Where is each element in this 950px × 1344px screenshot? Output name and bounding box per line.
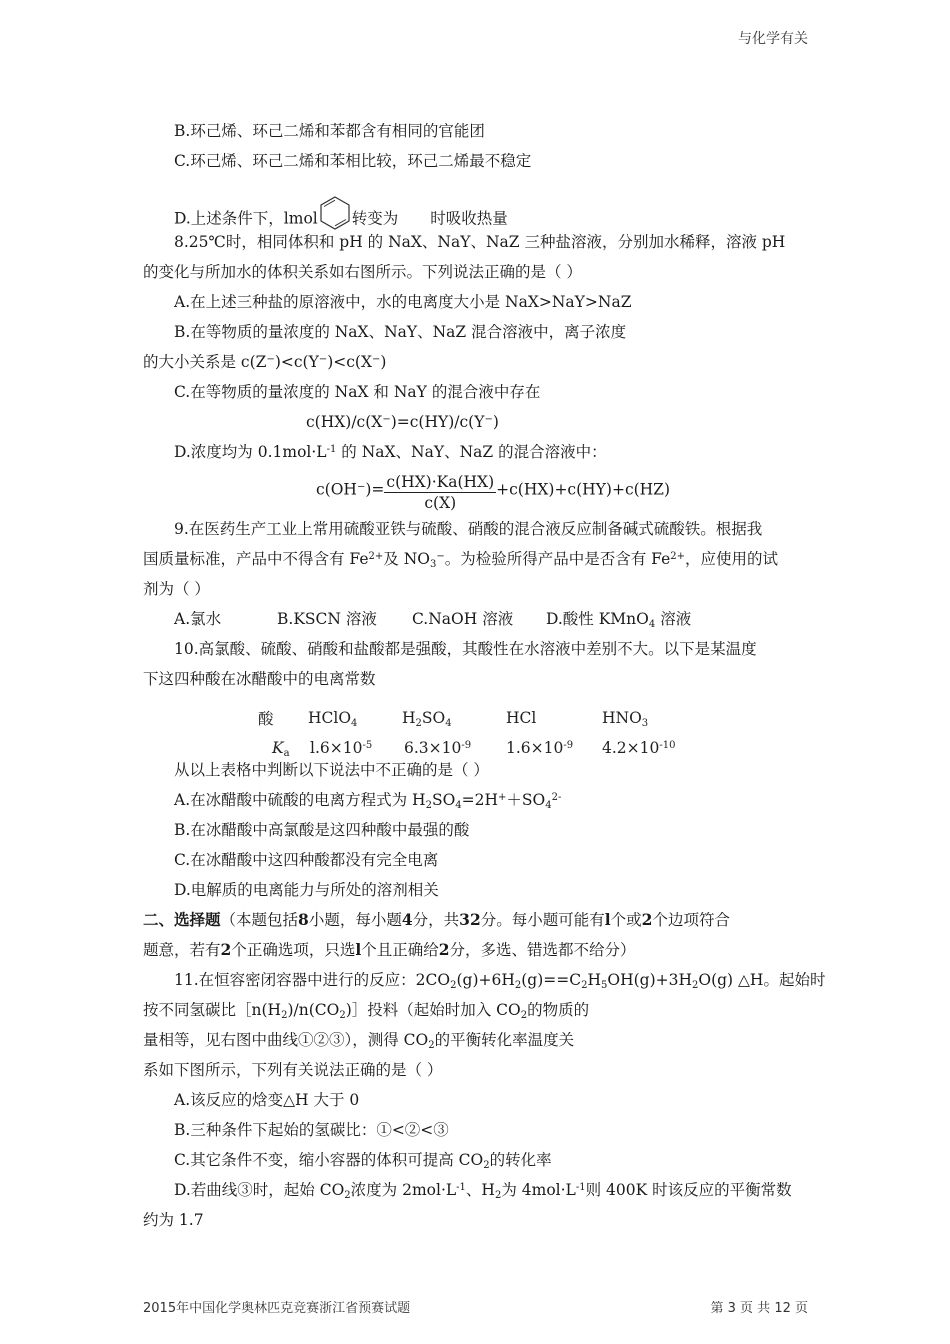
table-row: [258, 703, 682, 733]
acid-h2so4: $H_2SO_4$: [402, 709, 452, 729]
q10-option-b: B.在冰醋酸中高氯酸是这四种酸中最强的酸: [174, 821, 470, 839]
acid-hcl: HCl: [506, 709, 537, 727]
ka-value: $l.6\times 10^{-5}$: [310, 739, 373, 757]
q9-option-c: C.NaOH 溶液: [412, 610, 514, 628]
ka-label: $K_a$: [272, 739, 290, 759]
q8-option-b-line1: B.在等物质的量浓度的 NaX、NaY、NaZ 混合溶液中，离子浓度: [174, 323, 627, 341]
footer-title: 2015年中国化学奥林匹克竞赛浙江省预赛试题: [143, 1301, 411, 1316]
q10-option-d: D.电解质的电离能力与所处的溶剂相关: [174, 881, 439, 899]
q8-option-c-line1: C.在等物质的量浓度的 NaX 和 NaY 的混合液中存在: [174, 383, 541, 401]
section-2-instructions-line2: 题意，若有2个正确选项，只选l个且正确给2分，多选、错选都不给分）: [143, 940, 636, 959]
q8-option-c-formula: c(HX)/c(X−)=c(HY)/c(Y−): [306, 413, 499, 431]
q11-option-a: A.该反应的焓变△H 大于 0: [174, 1091, 360, 1109]
q11-option-c: C.其它条件不变，缩小容器的体积可提高 $CO_2$的转化率: [174, 1151, 552, 1171]
q9-option-d: D.酸性 KMnO$_4$ 溶液: [546, 610, 692, 630]
ka-value: $4.2\times 10^{-10}$: [602, 739, 676, 757]
benzene-ring-icon: [318, 194, 352, 237]
q11-stem-line4: 系如下图所示，下列有关说法正确的是（ ）: [143, 1061, 443, 1079]
q11-stem-line1: 11.在恒容密闭容器中进行的反应：$2CO_2(g)+6H_2(g)==C_2H_5OH(g)+3H_2O(g)$ △H。起始时: [174, 971, 826, 991]
q8-stem-line2: 的变化与所加水的体积关系如右图所示。下列说法正确的是（ ）: [143, 263, 582, 281]
q7-option-c: C.环己烯、环己二烯和苯相比较，环己二烯最不稳定: [174, 152, 532, 170]
page-header: 与化学有关: [738, 31, 808, 47]
q8-option-d-line1: D.浓度均为 $0.1mol\cdot L^{-1}$ 的 NaX、NaY、NaZ 的混合溶液中：: [174, 443, 607, 461]
section-2-instructions-line1: 二、选择题（本题包括8小题，每小题4分，共32分。每小题可能有l个或2个边项符合: [143, 910, 730, 929]
q8-option-d-formula: c(OH−)= $\frac{c(HX)\cdot Ka(HX)}{c(X)}$ +c(HX)+c(HY)+c(HZ): [316, 473, 671, 512]
q10-stem-line2: 下这四种酸在冰醋酸中的电离常数: [143, 670, 376, 688]
q11-option-d-line1: D.若曲线③时，起始 $CO_2$浓度为 $2mol\cdot L^{-1}$、$H_2$为 $4mol\cdot L^{-1}$则 400K 时该反应的平衡常数: [174, 1181, 792, 1201]
q7-option-d: D.上述条件下，lmol 转变为 时吸收热量: [174, 198, 508, 241]
q11-option-d-line2: 约为 1.7: [143, 1211, 204, 1229]
ka-value: $6.3\times 10^{-9}$: [404, 739, 472, 757]
q9-option-a: A.氯水: [174, 610, 222, 628]
table-row: [258, 733, 682, 763]
q8-stem-line1: 8.25℃时，相同体积和 pH 的 NaX、NaY、NaZ 三种盐溶液，分别加水稀释，溶液 pH: [174, 233, 786, 251]
q9-stem-line3: 剂为（ ）: [143, 580, 210, 598]
q10-option-c: C.在冰醋酸中这四种酸都没有完全电离: [174, 851, 439, 869]
table-header-acid: 酸: [258, 710, 274, 728]
acid-hclo4: HClO$_4$: [308, 709, 358, 729]
q11-option-b: B.三种条件下起始的氢碳比：①<②<③: [174, 1121, 449, 1139]
q9-option-b: B.KSCN 溶液: [277, 610, 377, 628]
q10-option-a: A.在冰醋酸中硫酸的电离方程式为 $H_2SO_4=2H^++SO_4^{2-}$: [174, 791, 562, 811]
q11-stem-line2: 按不同氢碳比$[n(H_2)/n(CO_2)]$投料（起始时加入 $CO_2$的物质的: [143, 1001, 590, 1021]
q7-option-b: B.环己烯、环己二烯和苯都含有相同的官能团: [174, 122, 485, 140]
acid-hno3: $HNO_3$: [602, 709, 649, 729]
q8-option-a: A.在上述三种盐的原溶液中，水的电离度大小是 NaX>NaY>NaZ: [174, 293, 632, 311]
q10-question: 从以上表格中判断以下说法中不正确的是（ ）: [174, 761, 489, 779]
ka-value: $1.6\times 10^{-9}$: [506, 739, 574, 757]
q10-stem-line1: 10.高氯酸、硫酸、硝酸和盐酸都是强酸，其酸性在水溶液中差别不大。以下是某温度: [174, 640, 757, 658]
ionization-constant-table: [258, 703, 682, 763]
q11-stem-line3: 量相等，见右图中曲线①②③），测得 $CO_2$的平衡转化率温度关: [143, 1031, 575, 1051]
q9-stem-line1: 9.在医药生产工业上常用硫酸亚铁与硫酸、硝酸的混合液反应制备碱式硫酸铁。根据我: [174, 520, 763, 538]
footer-page-number: 第 3 页 共 12 页: [710, 1301, 808, 1316]
fraction: $\frac{c(HX)\cdot Ka(HX)}{c(X)}$: [386, 473, 495, 512]
q8-option-b-line2: 的大小关系是 c(Z−)<c(Y−)<c(X−): [143, 353, 387, 371]
q9-stem-line2: 国质量标准，产品中不得含有 $Fe^{2+}$及 $NO_3^-$。为检验所得产品中是否含有 $Fe^{2+}$，应使用的试: [143, 550, 779, 570]
